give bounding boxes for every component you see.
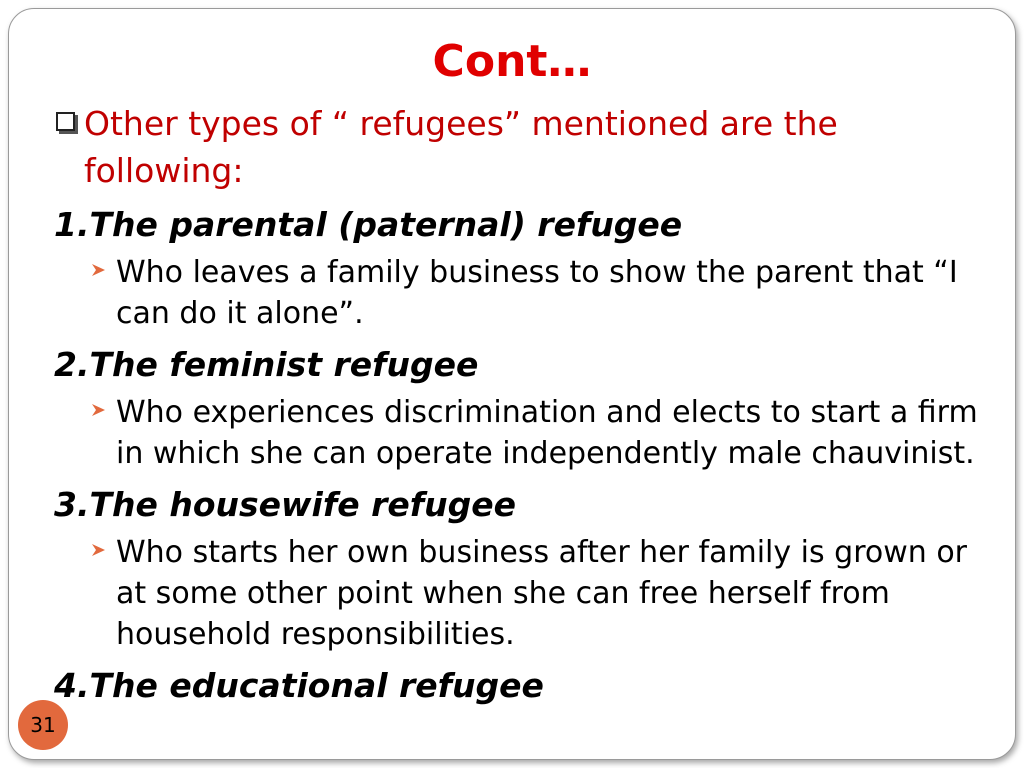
page-number-badge: 31 bbox=[18, 700, 68, 750]
slide-title: Cont… bbox=[432, 36, 592, 87]
checkbox-icon bbox=[56, 112, 75, 131]
refugee-heading-1: 1.The parental (paternal) refugee bbox=[54, 205, 683, 244]
detail-text: Who leaves a family business to show the parent that “I can do it alone”. bbox=[116, 255, 958, 331]
detail-text: Who starts her own business after her family is grown or at some other point when she can free herself from household responsibilities. bbox=[116, 535, 968, 652]
detail-text: Who experiences discrimination and elects to start a firm in which she can operate independently male chauvinist. bbox=[116, 395, 978, 471]
slide-content bbox=[54, 100, 984, 707]
intro-bullet bbox=[54, 100, 984, 194]
intro-text: Other types of “ refugees” mentioned are the following: bbox=[84, 104, 838, 190]
refugee-detail-1 bbox=[54, 252, 984, 334]
arrow-icon bbox=[90, 542, 108, 558]
refugee-detail-3 bbox=[54, 532, 984, 655]
refugee-detail-2 bbox=[54, 392, 984, 474]
refugee-heading-2: 2.The feminist refugee bbox=[54, 345, 479, 384]
arrow-icon bbox=[90, 262, 108, 278]
arrow-icon bbox=[90, 402, 108, 418]
refugee-heading-4: 4.The educational refugee bbox=[54, 666, 544, 705]
refugee-heading-3: 3.The housewife refugee bbox=[54, 485, 516, 524]
